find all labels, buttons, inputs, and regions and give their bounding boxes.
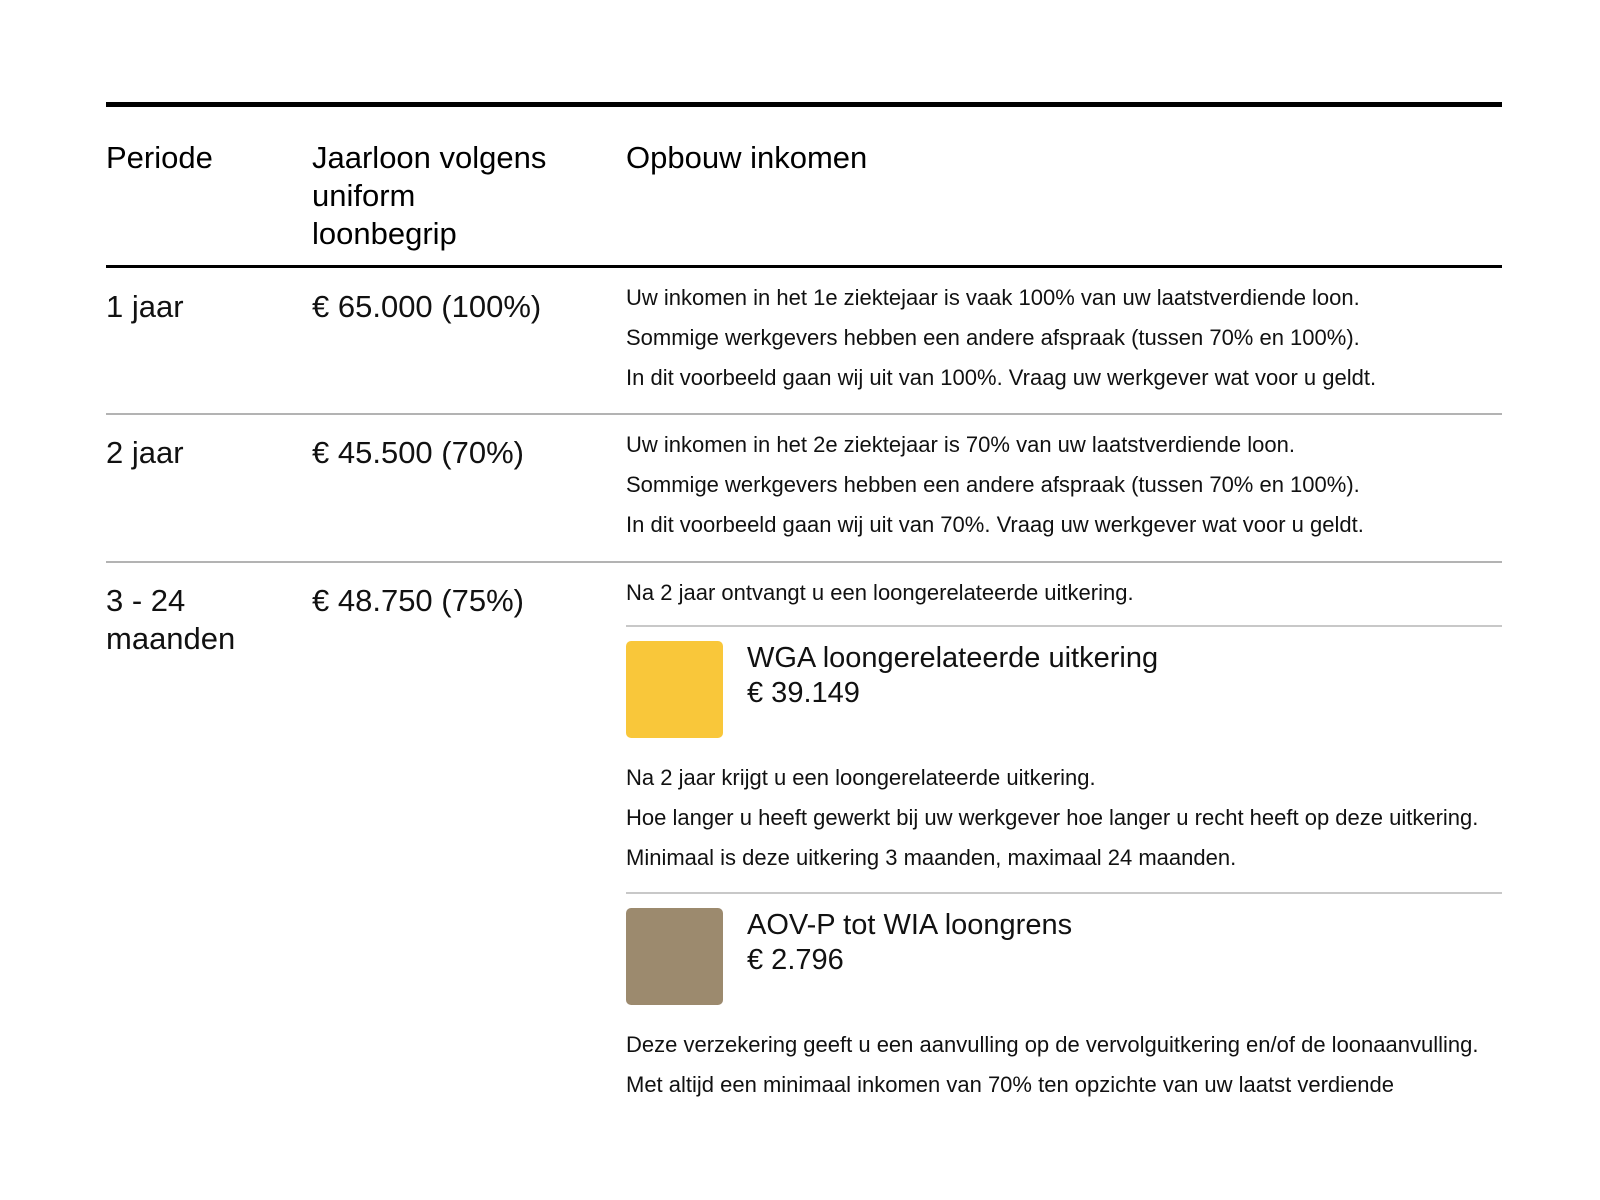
- benefit-description: [626, 1005, 1502, 1119]
- period-cell: 2 jaar: [106, 435, 184, 470]
- header-income: Opbouw inkomen: [626, 140, 868, 175]
- income-description: [626, 268, 1502, 413]
- description-line: In dit voorbeeld gaan wij uit van 70%. Vraag uw werkgever wat voor u geldt.: [626, 512, 1364, 537]
- description-line: Uw inkomen in het 1e ziektejaar is vaak 100% van uw laatstverdiende loon.: [626, 285, 1360, 310]
- benefit-title: WGA loongerelateerde uitkering: [747, 642, 1159, 674]
- income-intro: Na 2 jaar ontvangt u een loongerelateerde uitkering.: [626, 563, 1502, 627]
- description-line: Minimaal is deze uitkering 3 maanden, maximaal 24 maanden.: [626, 845, 1237, 870]
- benefit-amount: € 39.149: [747, 677, 860, 709]
- description-line: Na 2 jaar krijgt u een loongerelateerde uitkering.: [626, 765, 1096, 790]
- salary-cell: € 48.750 (75%): [312, 583, 524, 618]
- header-salary: Jaarloon volgens uniform loonbegrip: [312, 140, 547, 251]
- salary-cell: € 45.500 (70%): [312, 435, 524, 470]
- description-line: Sommige werkgevers hebben een andere afspraak (tussen 70% en 100%).: [626, 472, 1360, 497]
- benefit-description: [626, 738, 1502, 894]
- benefit-aov: [626, 894, 1502, 1005]
- header-period: Periode: [106, 140, 213, 175]
- description-line: Sommige werkgevers hebben een andere afspraak (tussen 70% en 100%).: [626, 325, 1360, 350]
- color-swatch: [626, 908, 723, 1005]
- benefit-text: [747, 908, 1072, 978]
- period-cell: 1 jaar: [106, 289, 184, 324]
- table-header: [106, 107, 1502, 268]
- benefit-title: AOV-P tot WIA loongrens: [747, 909, 1073, 941]
- income-description: [626, 415, 1502, 561]
- income-breakdown: [626, 563, 1502, 1119]
- description-line: Met altijd een minimaal inkomen van 70% ten opzichte van uw laatst verdiende: [626, 1072, 1394, 1097]
- table-row: [106, 268, 1502, 415]
- description-line: Uw inkomen in het 2e ziektejaar is 70% van uw laatstverdiende loon.: [626, 432, 1295, 457]
- benefit-amount: € 2.796: [747, 944, 844, 976]
- table-row: [106, 415, 1502, 563]
- period-cell: 3 - 24 maanden: [106, 583, 236, 656]
- income-table: [106, 102, 1502, 1119]
- benefit-text: [747, 641, 1158, 711]
- color-swatch: [626, 641, 723, 738]
- description-line: Hoe langer u heeft gewerkt bij uw werkgever hoe langer u recht heeft op deze uitkering.: [626, 805, 1479, 830]
- table-row: [106, 563, 1502, 1119]
- description-line: Deze verzekering geeft u een aanvulling op de vervolguitkering en/of de loonaanvulling.: [626, 1032, 1479, 1057]
- description-line: In dit voorbeeld gaan wij uit van 100%. Vraag uw werkgever wat voor u geldt.: [626, 365, 1377, 390]
- salary-cell: € 65.000 (100%): [312, 289, 542, 324]
- benefit-wga: [626, 627, 1502, 738]
